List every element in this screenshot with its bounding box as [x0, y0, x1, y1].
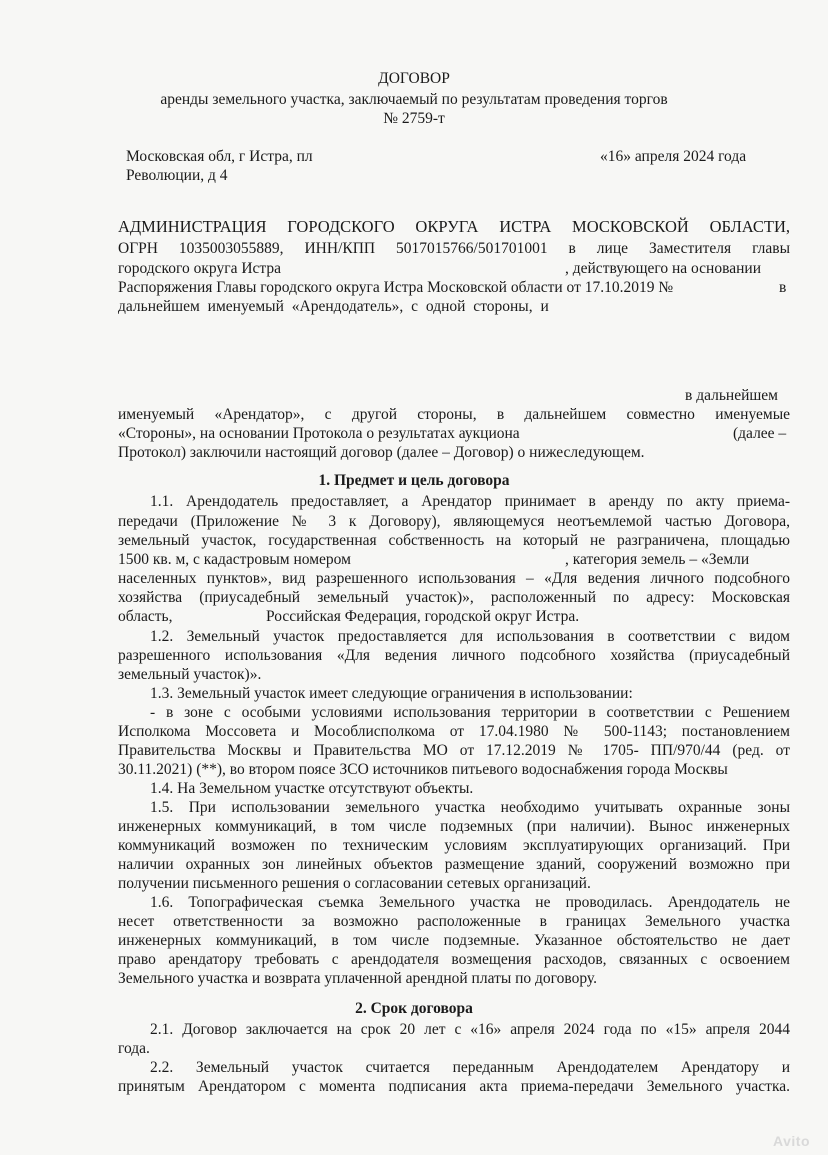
section-1-line: 1.2. Земельный участок предоставляется для использования в соответствии с видом: [150, 628, 790, 645]
document-subtitle: аренды земельного участка, заключаемый по результатам проведения торгов: [160, 91, 668, 108]
section-1-line: наличии охранных зон линейных объектов размещение зданий, сооружений возможно при: [118, 856, 790, 873]
section-1-line: получении письменного решения о согласовании сетевых организаций.: [118, 875, 591, 892]
section-2-heading: 2. Срок договора: [355, 1000, 473, 1017]
parties-line: (далее –: [733, 425, 787, 442]
preamble-line: ОГРН 1035003055889, ИНН/КПП 5017015766/501701001 в лице Заместителя главы: [118, 240, 790, 257]
section-1-line: 1.5. При использовании земельного участка необходимо учитывать охранные зоны: [150, 799, 790, 816]
contract-date: «16» апреля 2024 года: [600, 148, 747, 165]
section-1-line: инженерных коммуникаций, в том числе подземные. Указанное обстоятельство не дает: [118, 932, 790, 949]
section-1-line: передачи (Приложение № 3 к Договору), являющемуся неотъемлемой частью Договора,: [118, 513, 790, 530]
section-1-line: коммуникаций возможен по техническим условиям эксплуатирующих организаций. При: [118, 837, 790, 854]
section-1-line: Исполкома Моссовета и Мособлисполкома от 17.04.1980 № 500-1143; постановлением: [118, 723, 790, 740]
document-title: ДОГОВОР: [378, 70, 450, 87]
section-1-line: - в зоне с особыми условиями использования территории в соответствии с Решением: [150, 704, 790, 721]
section-1-line: Земельного участка и возврата уплаченной арендной платы по договору.: [118, 970, 597, 987]
section-1-line: Российская Федерация, городской округ Истра.: [266, 608, 580, 625]
section-1-line: разрешенного использования «Для ведения личного подсобного хозяйства (приусадебный: [118, 647, 790, 664]
section-1-line: земельный участок, государственная собственность на который не разграничена, площадью: [118, 532, 790, 549]
preamble-line: городского округа Истра: [118, 260, 281, 277]
section-2-line: принятым Арендатором с момента подписания акта приема-передачи Земельного участка.: [118, 1078, 790, 1095]
avito-watermark: Avito: [773, 1133, 810, 1149]
parties-line: «Стороны», на основании Протокола о результатах аукциона: [118, 425, 520, 442]
place-line-2: Революции, д 4: [126, 167, 228, 184]
section-1-line: 30.11.2021) (**), во втором поясе ЗСО источников питьевого водоснабжения города Москвы: [118, 761, 728, 778]
section-2-line: 2.2. Земельный участок считается переданным Арендодателем Арендатору и: [150, 1059, 790, 1076]
section-2-line: года.: [118, 1040, 150, 1057]
preamble-line: дальнейшем именуемый «Арендодатель», с одной стороны, и: [118, 298, 549, 315]
preamble-line: , действующего на основании: [565, 260, 761, 277]
section-2-line: 2.1. Договор заключается на срок 20 лет с «16» апреля 2024 года по «15» апреля 2044: [150, 1021, 790, 1038]
preamble-line: АДМИНИСТРАЦИЯ ГОРОДСКОГО ОКРУГА ИСТРА МОСКОВСКОЙ ОБЛАСТИ,: [118, 217, 790, 236]
section-1-line: хозяйства (приусадебный земельный участок)», расположенный по адресу: Московская: [118, 589, 790, 606]
section-1-line: инженерных коммуникаций, в том числе подземных (при наличии). Вынос инженерных: [118, 818, 790, 835]
section-1-line: несет ответственности за возможно расположенные в границах Земельного участка: [118, 913, 790, 930]
parties-line: в дальнейшем: [685, 387, 778, 404]
preamble-line: в: [779, 279, 787, 296]
section-1-line: 1500 кв. м, с кадастровым номером: [118, 551, 351, 568]
section-1-line: 1.4. На Земельном участке отсутствуют объекты.: [150, 780, 474, 797]
section-1-line: 1.1. Арендодатель предоставляет, а Арендатор принимает в аренду по акту приема-: [150, 493, 790, 510]
section-1-line: населенных пунктов», вид разрешенного использования – «Для ведения личного подсобного: [118, 570, 790, 587]
section-1-line: 1.3. Земельный участок имеет следующие ограничения в использовании:: [150, 685, 633, 702]
parties-line: именуемый «Арендатор», с другой стороны, в дальнейшем совместно именуемые: [118, 406, 790, 423]
preamble-line: Распоряжения Главы городского округа Истра Московской области от 17.10.2019 №: [118, 279, 674, 296]
section-1-line: область,: [118, 608, 173, 625]
contract-number: № 2759-т: [383, 110, 445, 127]
section-1-line: 1.6. Топографическая съемка Земельного участка не проводилась. Арендодатель не: [150, 894, 790, 911]
section-1-heading: 1. Предмет и цель договора: [318, 472, 510, 489]
section-1-line: Правительства Москвы и Правительства МО от 17.12.2019 № 1705- ПП/970/44 (ред. от: [118, 742, 790, 759]
section-1-line: , категория земель – «Земли: [565, 551, 750, 568]
parties-line: Протокол) заключили настоящий договор (далее – Договор) о нижеследующем.: [118, 444, 645, 461]
place-line-1: Московская обл, г Истра, пл: [126, 148, 313, 165]
section-1-line: земельный участок)».: [118, 666, 262, 683]
section-1-line: право арендатору требовать с арендодателя возмещения расходов, связанных с освоением: [118, 951, 790, 968]
